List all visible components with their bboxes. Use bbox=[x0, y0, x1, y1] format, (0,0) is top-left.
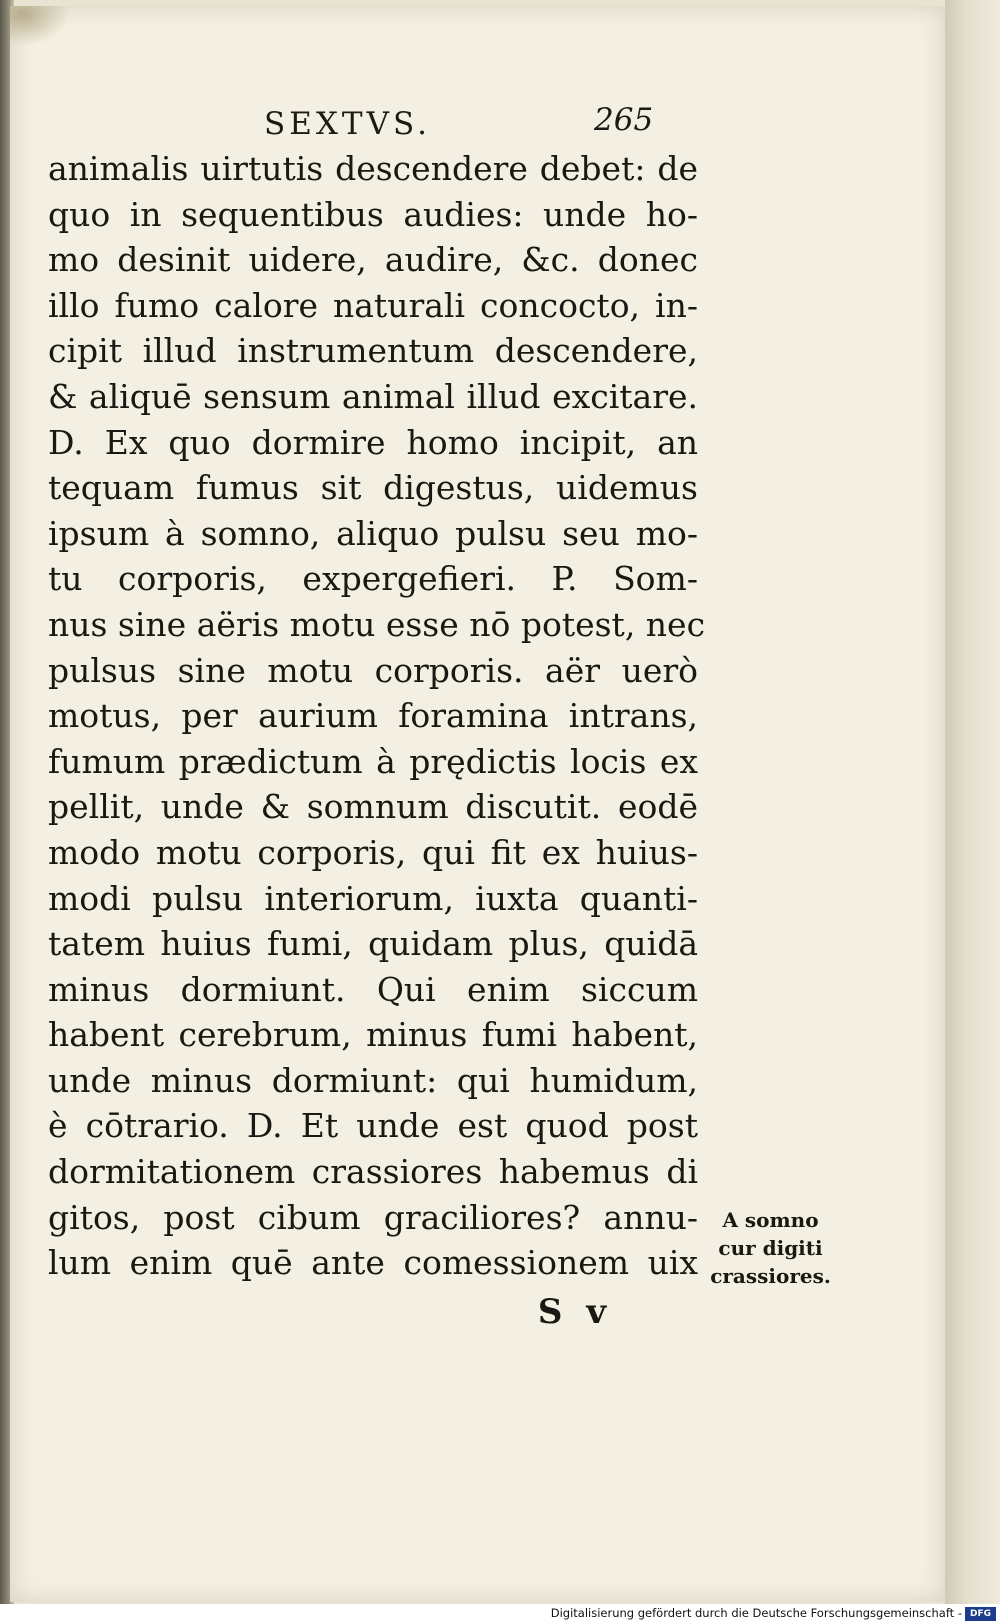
text-line: fumum prædictum à prędictis locis ex bbox=[48, 741, 698, 781]
marginal-note-line: crassiores. bbox=[710, 1264, 831, 1288]
text-line: è cōtrario. D. Et unde est quod post bbox=[48, 1106, 698, 1146]
text-line: lum enim quē ante comessionem uix bbox=[48, 1243, 698, 1283]
text-line: dormitationem crassiores habemus di bbox=[48, 1152, 698, 1192]
digitization-footer bbox=[0, 1604, 1000, 1624]
main-text bbox=[48, 146, 706, 1286]
text-line: unde minus dormiunt: qui humidum, bbox=[48, 1060, 698, 1100]
marginal-note bbox=[703, 1206, 838, 1290]
text-line: modo motu corporis, qui fit ex huius- bbox=[48, 832, 698, 872]
marginal-note-line: cur digiti bbox=[718, 1236, 823, 1260]
text-line: tatem huius fumi, quidam plus, quidā bbox=[48, 924, 698, 964]
text-line: quo in sequentibus audies: unde ho- bbox=[48, 194, 698, 234]
text-line: modi pulsu interiorum, iuxta quanti- bbox=[48, 878, 698, 918]
running-head: SEXTVS. bbox=[264, 106, 431, 142]
text-line: & aliquē sensum animal illud excitare. bbox=[48, 376, 698, 416]
page-edge-shadow bbox=[945, 0, 1000, 1604]
signature-mark: S v bbox=[537, 1292, 613, 1332]
text-line: habent cerebrum, minus fumi habent, bbox=[48, 1015, 698, 1055]
text-line: D. Ex quo dormire homo incipit, an bbox=[48, 422, 698, 462]
text-line: pulsus sine motu corporis. aër uerò bbox=[48, 650, 698, 690]
text-line: pellit, unde & somnum discutit. eodē bbox=[48, 787, 698, 827]
text-line: ipsum à somno, aliquo pulsu seu mo- bbox=[48, 513, 698, 553]
page-number: 265 bbox=[594, 102, 654, 138]
text-line: mo desinit uidere, audire, &c. donec bbox=[48, 240, 698, 280]
page-stain bbox=[10, 6, 70, 46]
text-line: cipit illud instrumentum descendere, bbox=[48, 331, 698, 371]
text-line: motus, per aurium foramina intrans, bbox=[48, 696, 698, 736]
text-line: minus dormiunt. Qui enim siccum bbox=[48, 969, 698, 1009]
text-line: tequam fumus sit digestus, uidemus bbox=[48, 468, 698, 508]
funding-credit: Digitalisierung gefördert durch die Deutsche Forschungsgemeinschaft - bbox=[550, 1606, 962, 1620]
text-line: nus sine aëris motu esse nō potest, nec bbox=[48, 604, 706, 644]
text-line: gitos, post cibum graciliores? annu- bbox=[48, 1197, 698, 1237]
dfg-logo: DFG bbox=[965, 1607, 996, 1621]
marginal-note-line: A somno bbox=[722, 1208, 819, 1232]
page-header bbox=[264, 100, 684, 150]
text-line: illo fumo calore naturali concocto, in- bbox=[48, 285, 698, 325]
text-line: tu corporis, expergefieri. P. Som- bbox=[48, 559, 698, 599]
text-line: animalis uirtutis descendere debet: de bbox=[48, 149, 698, 188]
